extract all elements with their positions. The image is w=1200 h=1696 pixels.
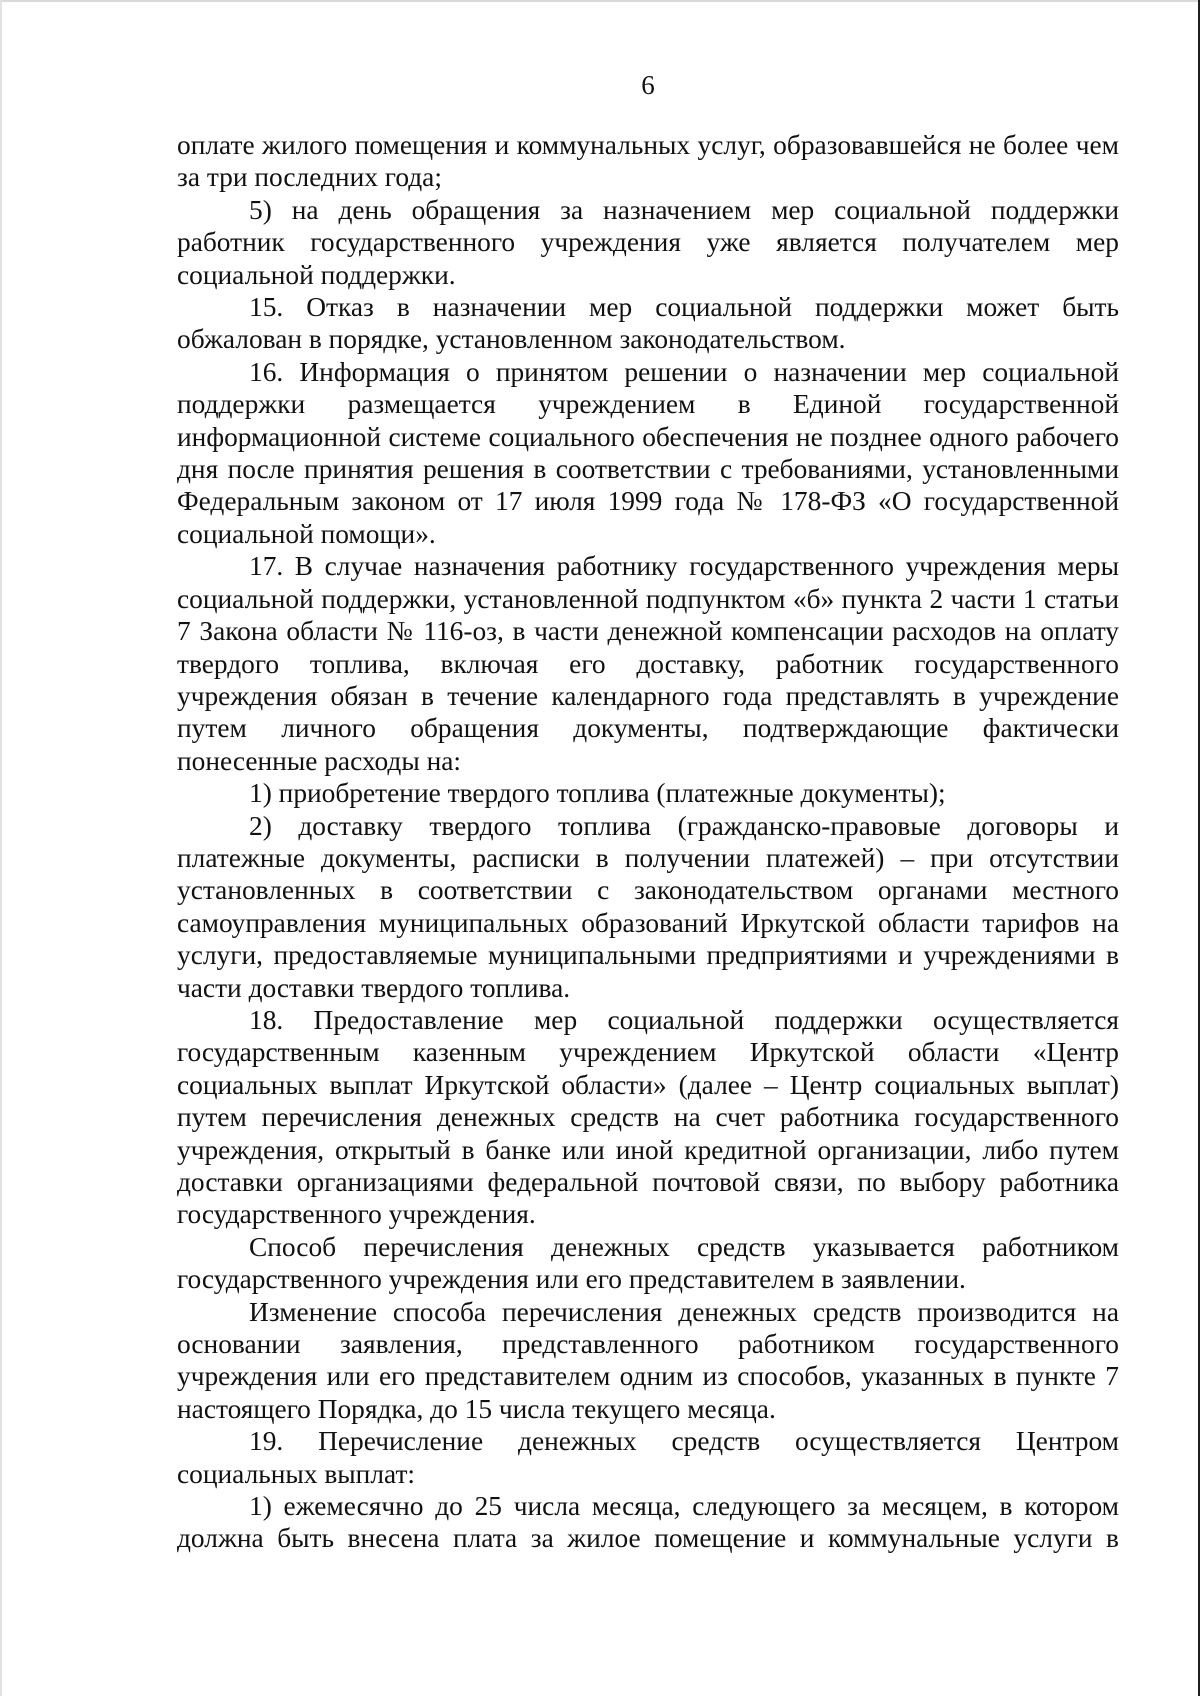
paragraph-18: 18. Предоставление мер социальной поддержки осуществляется государственным казенным учреждением Иркутской области «Центр социальных выплат Иркутской области» (далее – Центр социальных выплат) путем перечисления денежных средств на счет работника государственного учреждения, открытый в банке или иной кредитной организации, либо путем доставки организациями федеральной почтовой связи, по выбору работника государственного учреждения. bbox=[177, 1004, 1119, 1230]
paragraph-16: 16. Информация о принятом решении о назначении мер социальной поддержки размещается учреждением в Единой государственной информационной системе социального обеспечения не позднее одного рабочего дня после принятия решения в соответствии с требованиями, установленными Федеральным законом от 17 июля 1999 года № 178-ФЗ «О государственной социальной помощи». bbox=[177, 356, 1119, 549]
paragraph-18-method: Способ перечисления денежных средств указывается работником государственного учреждения или его представителем в заявлении. bbox=[177, 1231, 1119, 1295]
paragraph-item-5: 5) на день обращения за назначением мер социальной поддержки работник государственного учреждения уже является получателем мер социальной поддержки. bbox=[177, 194, 1119, 290]
paragraph-continuation: оплате жилого помещения и коммунальных услуг, образовавшейся не более чем за три последних года; bbox=[177, 130, 1119, 193]
page-edge-left bbox=[0, 0, 2, 1696]
paragraph-17-item-2: 2) доставку твердого топлива (гражданско-правовые договоры и платежные документы, расписки в получении платежей) – при отсутствии установленных в соответствии с законодательством органами местного самоуправления муниципальных образований Иркутской области тарифов на услуги, предоставляемые муниципальными предприятиями и учреждениями в части доставки твердого топлива. bbox=[177, 810, 1119, 1003]
paragraph-15: 15. Отказ в назначении мер социальной поддержки может быть обжалован в порядке, установленном законодательством. bbox=[177, 292, 1119, 355]
paragraph-19: 19. Перечисление денежных средств осуществляется Центром социальных выплат: bbox=[177, 1426, 1119, 1489]
page-edge-top bbox=[0, 0, 1200, 2]
paragraph-17: 17. В случае назначения работнику государственного учреждения меры социальной поддержки, установленной подпунктом «б» пункта 2 части 1 статьи 7 Закона области № 116-оз, в части денежной компенсации расходов на оплату твердого топлива, включая его доставку, работник государственного учреждения обязан в течение календарного года представлять в учреждение путем личного обращения документы, подтверждающие фактически понесенные расходы на: bbox=[177, 551, 1119, 776]
document-body bbox=[177, 129, 1119, 1555]
paragraph-17-item-1: 1) приобретение твердого топлива (платежные документы); bbox=[249, 778, 946, 809]
page-number: 6 bbox=[641, 70, 655, 100]
paragraph-18-change: Изменение способа перечисления денежных средств производится на основании заявления, представленного работником государственного учреждения или его представителем одним из способов, указанных в пункте 7 настоящего Порядка, до 15 числа текущего месяца. bbox=[177, 1296, 1119, 1424]
paragraph-19-item-1: 1) ежемесячно до 25 числа месяца, следующего за месяцем, в котором должна быть внесена плата за жилое помещение и коммунальные услуги в bbox=[177, 1491, 1119, 1554]
